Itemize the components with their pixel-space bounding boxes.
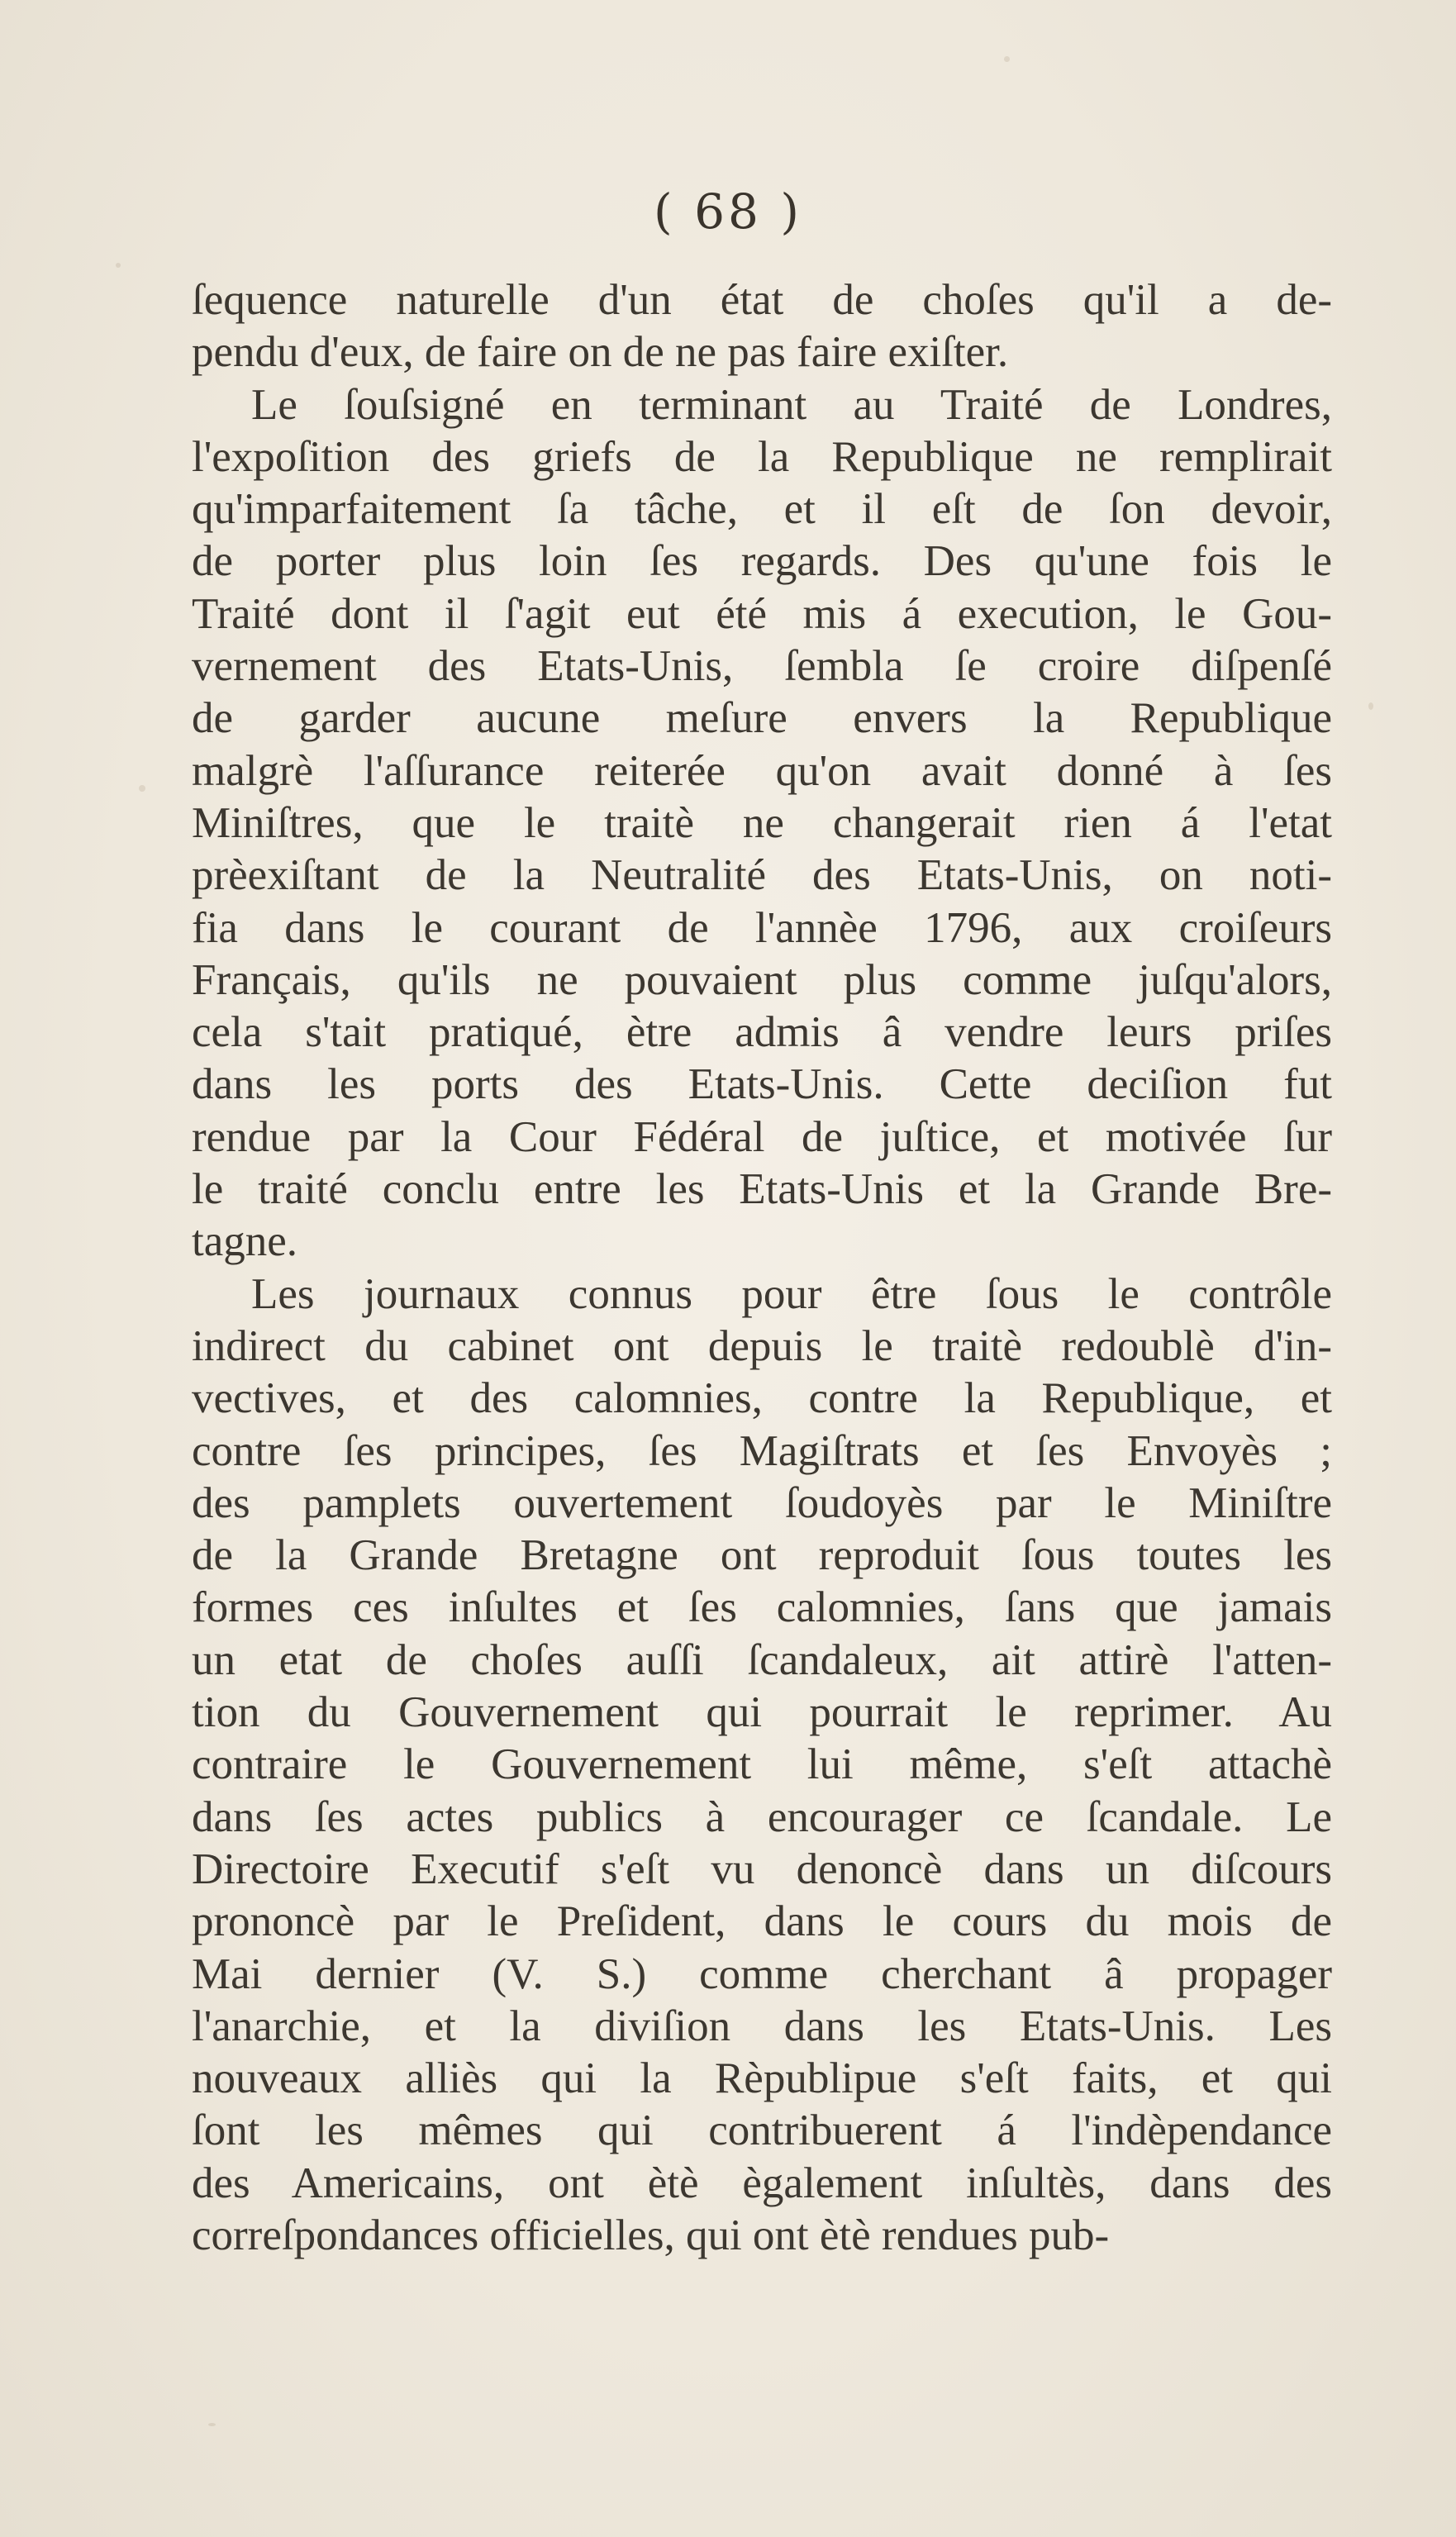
paper-speck: [1004, 56, 1010, 62]
text-line: indirect du cabinet ont depuis le traitè redoublè d'in-: [192, 1321, 1332, 1370]
paragraph: [192, 379, 1332, 1268]
text-line: Français, qu'ils ne pouvaient plus comme juſqu'alors,: [192, 955, 1332, 1004]
text-line: des pamplets ouvertement ſoudoyès par le Miniſtre: [192, 1478, 1332, 1527]
text-line: des Americains, ont ètè ègalement inſultès, dans des: [192, 2159, 1332, 2207]
text-line: dans ſes actes publics à encourager ce ſcandale. Le: [192, 1792, 1332, 1841]
paper-speck: [139, 785, 145, 792]
paragraph: [192, 274, 1332, 379]
paper-speck: [1368, 702, 1373, 710]
text-line: Directoire Executif s'eſt vu denoncè dans un diſcours: [192, 1844, 1332, 1893]
text-line: l'anarchie, et la diviſion dans les Etats-Unis. Les: [192, 2002, 1332, 2050]
text-line: de garder aucune meſure envers la Republique: [192, 694, 1332, 743]
text-line: Le ſouſsigné en terminant au Traité de Londres,: [251, 380, 1332, 429]
text-line: dans les ports des Etats-Unis. Cette deciſion fut: [192, 1060, 1332, 1109]
page-number: ( 68 ): [654, 183, 802, 240]
text-line: prononcè par le Preſident, dans le cours du mois de: [192, 1897, 1332, 1946]
paper-speck: [116, 263, 121, 268]
text-line: tagne.: [192, 1217, 298, 1266]
text-line: cela s'tait pratiqué, ètre admis â vendre leurs priſes: [192, 1008, 1332, 1057]
text-line: pendu d'eux, de faire on de ne pas faire exiſter.: [192, 328, 1009, 377]
text-line: formes ces inſultes et ſes calomnies, ſans que jamais: [192, 1583, 1332, 1632]
text-line: contre ſes principes, ſes Magiſtrats et ſes Envoyès ;: [192, 1426, 1332, 1475]
text-line: vernement des Etats-Unis, ſembla ſe croire diſpenſé: [192, 642, 1332, 691]
text-line: Mai dernier (V. S.) comme cherchant â propager: [192, 1949, 1332, 1998]
text-line: vectives, et des calomnies, contre la Republique, et: [192, 1374, 1332, 1423]
text-line: contraire le Gouvernement lui même, s'eſt attachè: [192, 1740, 1332, 1789]
text-line: Les journaux connus pour être ſous le contrôle: [251, 1269, 1332, 1318]
text-line: qu'imparfaitement ſa tâche, et il eſt de ſon devoir,: [192, 485, 1332, 534]
paper-speck: [208, 2423, 216, 2426]
text-line: le traité conclu entre les Etats-Unis et la Grande Bre-: [192, 1165, 1332, 1214]
text-line: ſont les mêmes qui contribuerent á l'indèpendance: [192, 2106, 1332, 2155]
text-line: de porter plus loin ſes regards. Des qu'une fois le: [192, 537, 1332, 586]
paragraph: [192, 1268, 1332, 2263]
text-line: prèexiſtant de la Neutralité des Etats-Unis, on noti-: [192, 851, 1332, 900]
body-text: [192, 274, 1332, 2262]
text-line: fia dans le courant de l'annèe 1796, aux croiſeurs: [192, 903, 1332, 952]
text-line: de la Grande Bretagne ont reproduit ſous toutes les: [192, 1531, 1332, 1580]
text-line: malgrè l'aſſurance reiterée qu'on avait donné à ſes: [192, 746, 1332, 795]
text-line: Miniſtres, que le traitè ne changerait rien á l'etat: [192, 798, 1332, 847]
text-line: ſequence naturelle d'un état de choſes qu'il a de-: [192, 276, 1332, 324]
text-line: l'expoſition des griefs de la Republique ne remplirait: [192, 432, 1332, 481]
text-line: rendue par la Cour Fédéral de juſtice, et motivée ſur: [192, 1112, 1332, 1161]
text-line: un etat de choſes auſſi ſcandaleux, ait attirè l'atten-: [192, 1635, 1332, 1684]
text-line: nouveaux alliès qui la Rèpublipue s'eſt faits, et qui: [192, 2054, 1332, 2103]
text-line: correſpondances officielles, qui ont ètè rendues pub-: [192, 2211, 1110, 2259]
text-line: Traité dont il ſ'agit eut été mis á execution, le Gou-: [192, 589, 1332, 638]
text-line: tion du Gouvernement qui pourrait le reprimer. Au: [192, 1688, 1332, 1737]
